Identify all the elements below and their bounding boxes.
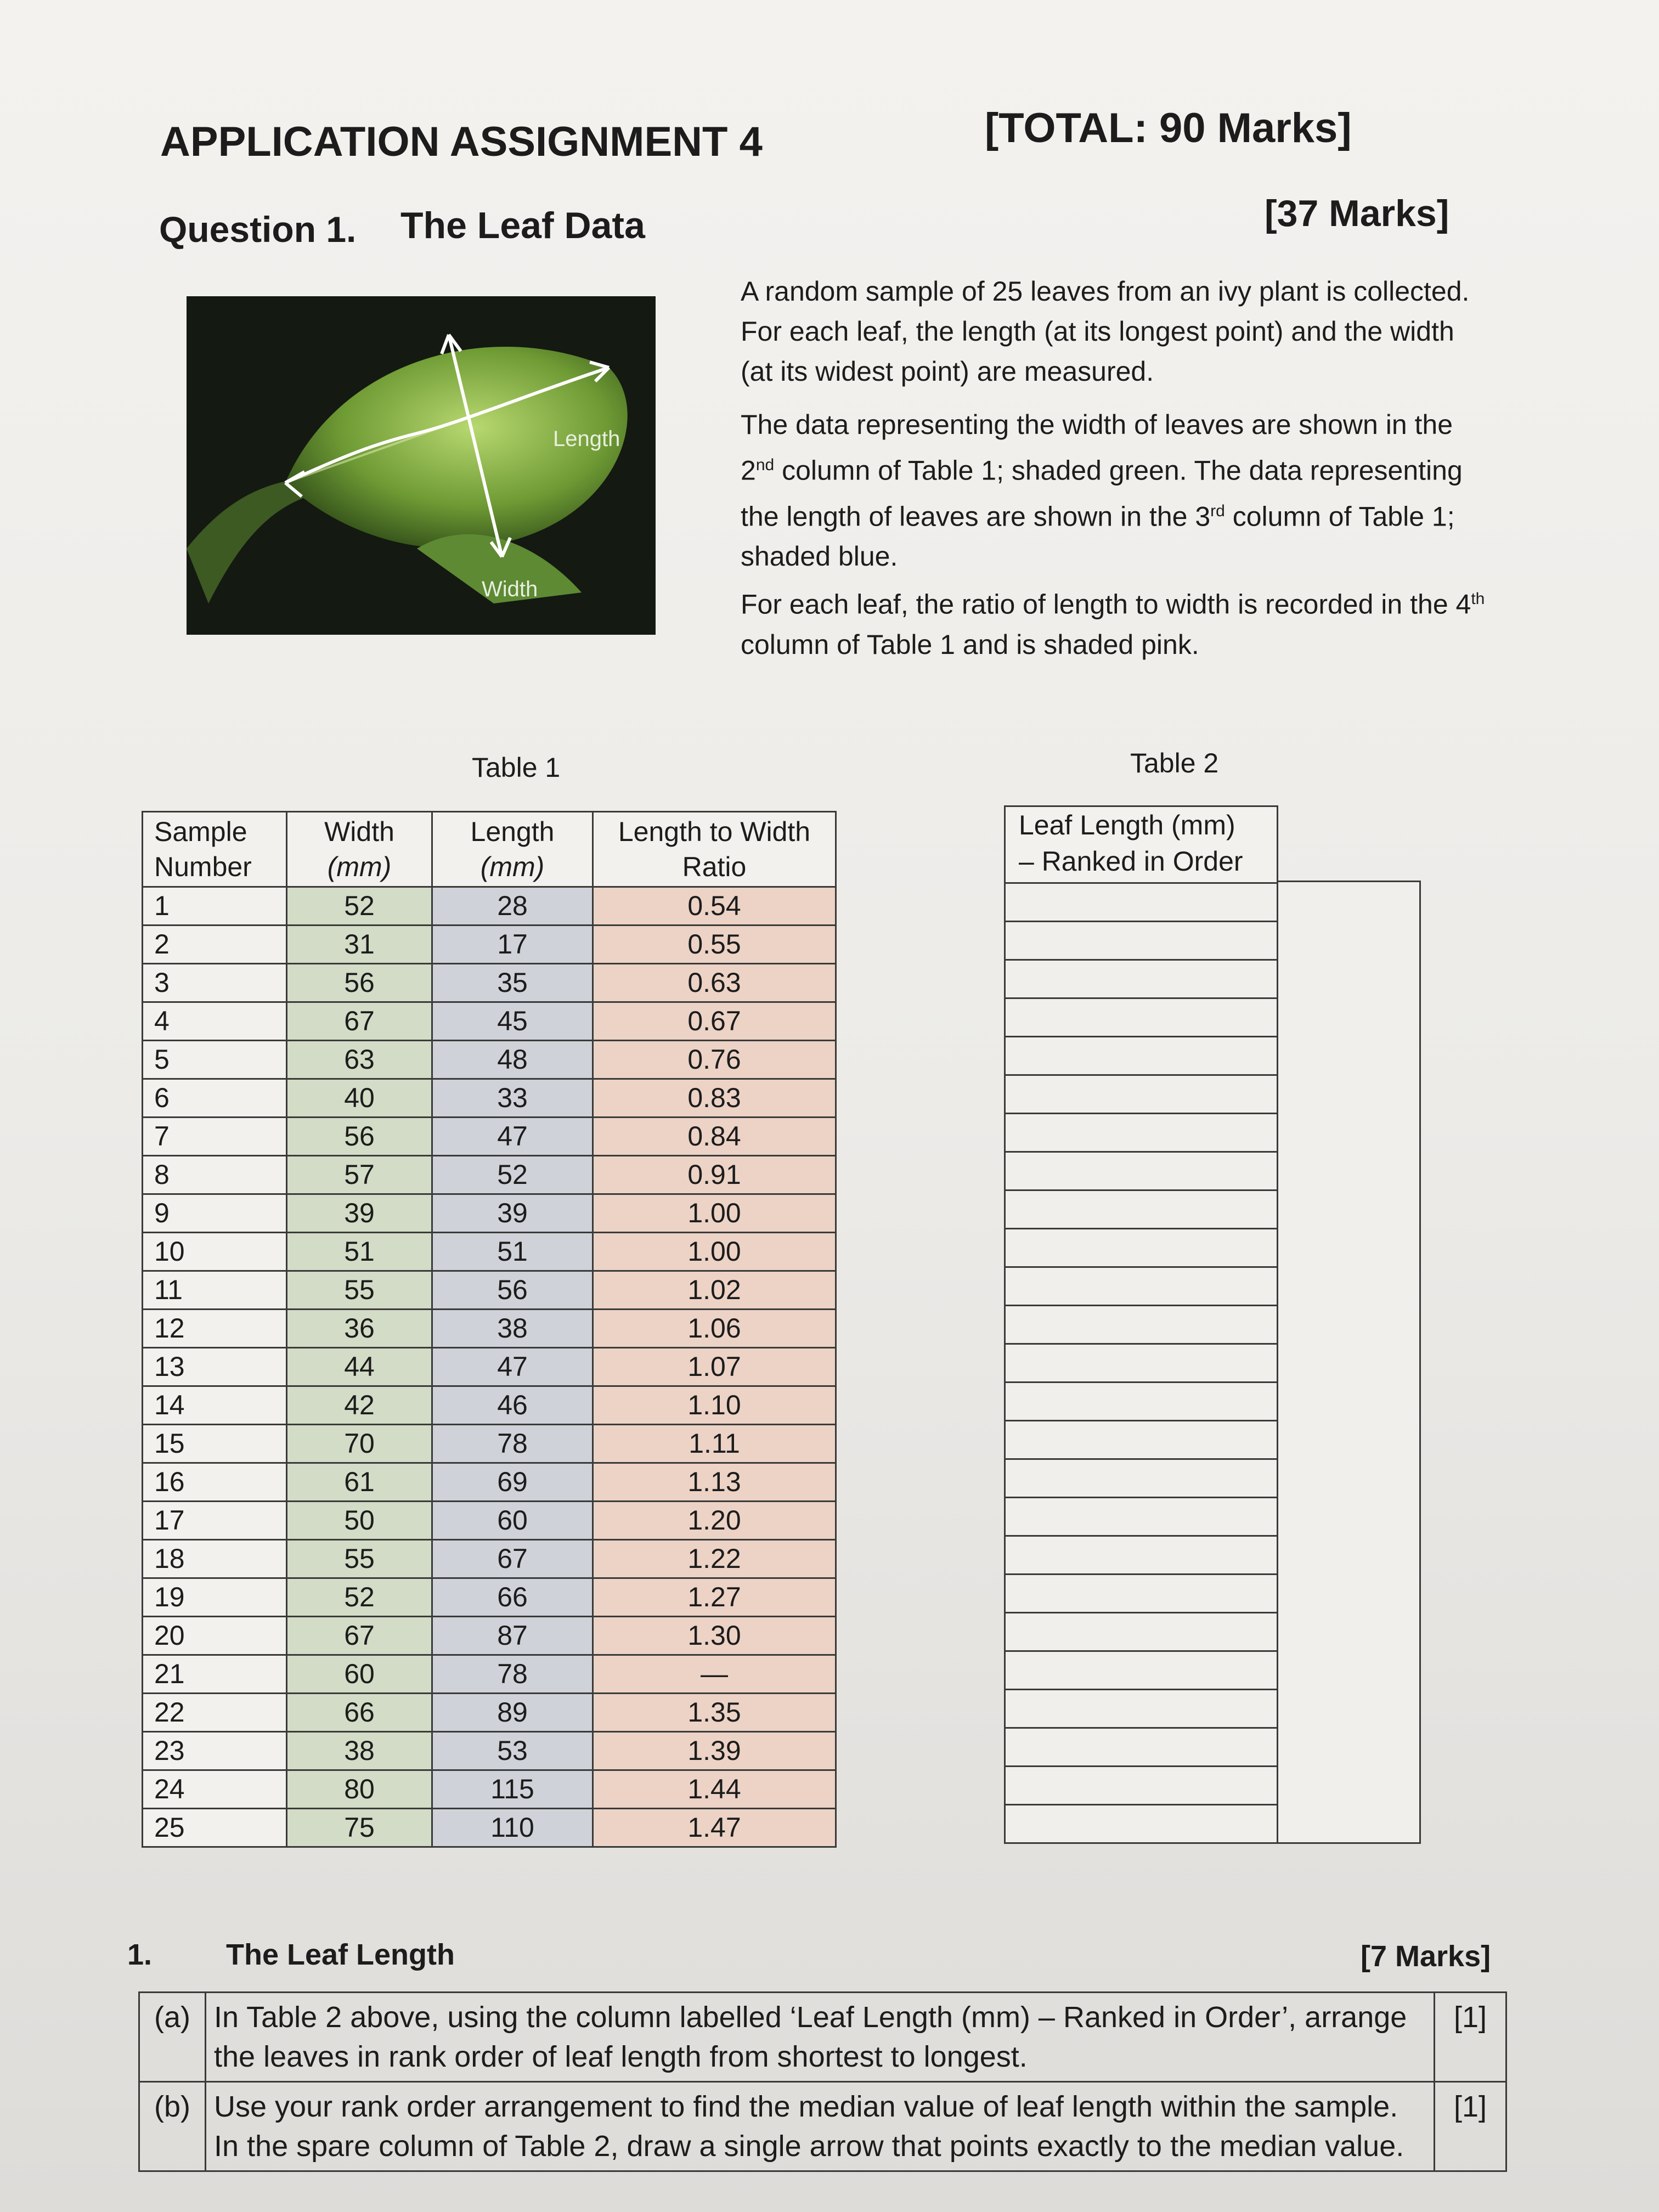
table-row (1005, 1114, 1278, 1152)
ranked-length-cell[interactable] (1005, 883, 1278, 922)
ratio-cell: 0.63 (593, 964, 836, 1002)
width-cell: 75 (287, 1809, 432, 1847)
ranked-length-cell[interactable] (1005, 1037, 1278, 1075)
width-cell: 55 (287, 1271, 432, 1310)
ranked-length-cell[interactable] (1005, 1690, 1278, 1728)
table-row (1005, 883, 1278, 922)
table-row (143, 1386, 836, 1425)
intro-paragraph-1: A random sample of 25 leaves from an ivy plant is collected. For each leaf, the length (at its longest point) and the width (at its widest point) are measured. (741, 276, 1470, 387)
table-row (143, 1809, 836, 1847)
sample-number-cell: 20 (143, 1617, 287, 1655)
table-row (1005, 1498, 1278, 1536)
table-row (1005, 1344, 1278, 1383)
width-cell: 40 (287, 1079, 432, 1118)
intro-paragraph-3: For each leaf, the ratio of length to width is recorded in the 4th column of Table 1 and is shaded pink. (741, 589, 1485, 660)
width-cell: 42 (287, 1386, 432, 1425)
table-row (143, 887, 836, 926)
length-label: Length (553, 427, 620, 451)
ratio-cell: 0.54 (593, 887, 836, 926)
question-row-b (139, 2082, 1506, 2171)
ranked-length-cell[interactable] (1005, 1651, 1278, 1690)
width-cell: 38 (287, 1732, 432, 1770)
table-row (143, 1156, 836, 1194)
ratio-cell: 1.07 (593, 1348, 836, 1386)
length-cell: 38 (432, 1310, 593, 1348)
table-row (1005, 1767, 1278, 1805)
ranked-length-cell[interactable] (1005, 1421, 1278, 1459)
table-row (143, 1617, 836, 1655)
sample-number-cell: 9 (143, 1194, 287, 1233)
ranked-length-cell[interactable] (1005, 1075, 1278, 1114)
intro-paragraph-2: The data representing the width of leaves are shown in the 2nd column of Table 1; shaded green. The data representing the length of leaves are shown in the 3rd column of Table 1; shaded blue. (741, 409, 1463, 572)
table2-header: Leaf Length (mm) – Ranked in Order (1004, 805, 1278, 882)
length-cell: 87 (432, 1617, 593, 1655)
ratio-cell: 1.00 (593, 1194, 836, 1233)
ratio-cell: 1.06 (593, 1310, 836, 1348)
width-cell: 52 (287, 1578, 432, 1617)
length-cell: 56 (432, 1271, 593, 1310)
ratio-cell: 0.67 (593, 1002, 836, 1041)
length-cell: 60 (432, 1502, 593, 1540)
width-cell: 57 (287, 1156, 432, 1194)
sample-number-cell: 15 (143, 1425, 287, 1463)
table-row (143, 1233, 836, 1271)
table2-spare-column[interactable] (1278, 881, 1421, 1844)
width-cell: 60 (287, 1655, 432, 1694)
sample-number-cell: 2 (143, 926, 287, 964)
ranked-length-cell[interactable] (1005, 1613, 1278, 1651)
table-row (1005, 1728, 1278, 1767)
length-cell: 52 (432, 1156, 593, 1194)
width-cell: 80 (287, 1770, 432, 1809)
table-row (143, 1348, 836, 1386)
question-b-text: Use your rank order arrangement to find the median value of leaf length within the sample. In the spare column of Table 2, draw a single arrow that points exactly to the median value. (206, 2082, 1435, 2171)
ratio-cell: 0.83 (593, 1079, 836, 1118)
ranked-length-cell[interactable] (1005, 1805, 1278, 1843)
table-row (1005, 1383, 1278, 1421)
ratio-cell: 1.11 (593, 1425, 836, 1463)
ranked-length-cell[interactable] (1005, 1190, 1278, 1229)
length-cell: 67 (432, 1540, 593, 1578)
length-cell: 45 (432, 1002, 593, 1041)
length-cell: 110 (432, 1809, 593, 1847)
header-sample: Sample Number (143, 812, 287, 887)
ranked-length-cell[interactable] (1005, 1536, 1278, 1575)
ranked-length-cell[interactable] (1005, 1152, 1278, 1190)
table-row (143, 1041, 836, 1079)
sample-number-cell: 23 (143, 1732, 287, 1770)
length-cell: 17 (432, 926, 593, 964)
sample-number-cell: 11 (143, 1271, 287, 1310)
sample-number-cell: 22 (143, 1694, 287, 1732)
ranked-length-cell[interactable] (1005, 1344, 1278, 1383)
sample-number-cell: 7 (143, 1118, 287, 1156)
question-a-text: In Table 2 above, using the column labelled ‘Leaf Length (mm) – Ranked in Order’, arrange the leaves in rank order of leaf length from shortest to longest. (206, 1993, 1435, 2082)
sample-number-cell: 5 (143, 1041, 287, 1079)
table-row (143, 1540, 836, 1578)
width-label: Width (482, 577, 538, 601)
table-row (143, 1310, 836, 1348)
question-b-marks: [1] (1435, 2082, 1506, 2171)
question-b-label: (b) (139, 2082, 206, 2171)
sample-number-cell: 3 (143, 964, 287, 1002)
ranked-length-cell[interactable] (1005, 1383, 1278, 1421)
ranked-length-cell[interactable] (1005, 1767, 1278, 1805)
ratio-cell: 1.35 (593, 1694, 836, 1732)
width-cell: 56 (287, 964, 432, 1002)
ratio-cell: 0.91 (593, 1156, 836, 1194)
table-row (143, 1770, 836, 1809)
sample-number-cell: 10 (143, 1233, 287, 1271)
sample-number-cell: 4 (143, 1002, 287, 1041)
header-width: Width (mm) (287, 812, 432, 887)
table2-caption: Table 2 (1130, 748, 1219, 778)
ranked-length-cell[interactable] (1005, 1229, 1278, 1267)
table-row (1005, 1536, 1278, 1575)
length-cell: 47 (432, 1118, 593, 1156)
width-cell: 55 (287, 1540, 432, 1578)
width-cell: 51 (287, 1233, 432, 1271)
ratio-cell: 1.02 (593, 1271, 836, 1310)
ratio-cell: — (593, 1655, 836, 1694)
length-cell: 78 (432, 1655, 593, 1694)
total-marks: [TOTAL: 90 Marks] (985, 105, 1352, 151)
sample-number-cell: 8 (143, 1156, 287, 1194)
sample-number-cell: 14 (143, 1386, 287, 1425)
ratio-cell: 1.47 (593, 1809, 836, 1847)
table-row (1005, 1613, 1278, 1651)
table-row (1005, 1651, 1278, 1690)
table-row (1005, 1229, 1278, 1267)
table-row (143, 1425, 836, 1463)
sample-number-cell: 19 (143, 1578, 287, 1617)
table-row (143, 1118, 836, 1156)
table-row (143, 926, 836, 964)
section-number: 1. (127, 1938, 153, 1971)
question-title: The Leaf Data (400, 205, 645, 246)
ranked-length-cell[interactable] (1005, 1114, 1278, 1152)
length-cell: 48 (432, 1041, 593, 1079)
question-table (138, 1991, 1507, 2172)
table-row (1005, 922, 1278, 960)
table-row (1005, 1190, 1278, 1229)
table-row (1005, 1037, 1278, 1075)
ratio-cell: 0.76 (593, 1041, 836, 1079)
table-row (143, 1655, 836, 1694)
length-cell: 33 (432, 1079, 593, 1118)
length-cell: 53 (432, 1732, 593, 1770)
ranked-length-cell[interactable] (1005, 960, 1278, 998)
ratio-cell: 1.13 (593, 1463, 836, 1502)
sample-number-cell: 12 (143, 1310, 287, 1348)
sample-number-cell: 6 (143, 1079, 287, 1118)
ranked-length-cell[interactable] (1005, 998, 1278, 1037)
width-cell: 67 (287, 1002, 432, 1041)
header-ratio: Length to Width Ratio (593, 812, 836, 887)
width-cell: 70 (287, 1425, 432, 1463)
question-a-label: (a) (139, 1993, 206, 2082)
question-a-marks: [1] (1435, 1993, 1506, 2082)
sample-number-cell: 13 (143, 1348, 287, 1386)
ratio-cell: 1.20 (593, 1502, 836, 1540)
length-cell: 89 (432, 1694, 593, 1732)
question-marks: [37 Marks] (1265, 193, 1449, 234)
ranked-length-cell[interactable] (1005, 1306, 1278, 1344)
table-row (143, 1502, 836, 1540)
table1-header-row (143, 812, 836, 887)
table-row (143, 1578, 836, 1617)
section-title: The Leaf Length (226, 1938, 455, 1971)
header-length: Length (mm) (432, 812, 593, 887)
table-row (143, 1463, 836, 1502)
table2 (1004, 805, 1421, 1844)
width-cell: 67 (287, 1617, 432, 1655)
ratio-cell: 1.39 (593, 1732, 836, 1770)
ratio-cell: 1.00 (593, 1233, 836, 1271)
table-row (1005, 1805, 1278, 1843)
ranked-length-cell[interactable] (1005, 922, 1278, 960)
table-row (1005, 1690, 1278, 1728)
table-row (1005, 1459, 1278, 1498)
length-cell: 69 (432, 1463, 593, 1502)
sample-number-cell: 24 (143, 1770, 287, 1809)
table-row (143, 1079, 836, 1118)
width-cell: 56 (287, 1118, 432, 1156)
ratio-cell: 1.44 (593, 1770, 836, 1809)
width-cell: 63 (287, 1041, 432, 1079)
length-cell: 35 (432, 964, 593, 1002)
table-row (1005, 960, 1278, 998)
ranked-length-cell[interactable] (1005, 1267, 1278, 1306)
assignment-title: APPLICATION ASSIGNMENT 4 (160, 119, 763, 165)
width-cell: 61 (287, 1463, 432, 1502)
sample-number-cell: 1 (143, 887, 287, 926)
ranked-length-cell[interactable] (1005, 1728, 1278, 1767)
length-cell: 115 (432, 1770, 593, 1809)
question-number: Question 1. (159, 209, 357, 250)
table1 (142, 811, 837, 1848)
sample-number-cell: 16 (143, 1463, 287, 1502)
sample-number-cell: 17 (143, 1502, 287, 1540)
table-row (143, 964, 836, 1002)
table-row (143, 1271, 836, 1310)
length-cell: 39 (432, 1194, 593, 1233)
table-row (143, 1194, 836, 1233)
table-row (1005, 1267, 1278, 1306)
length-cell: 51 (432, 1233, 593, 1271)
table1-caption: Table 1 (472, 752, 561, 783)
ratio-cell: 1.22 (593, 1540, 836, 1578)
width-cell: 39 (287, 1194, 432, 1233)
table-row (143, 1002, 836, 1041)
question-row-a (139, 1993, 1506, 2082)
width-cell: 66 (287, 1694, 432, 1732)
table-row (143, 1732, 836, 1770)
leaf-photo (187, 296, 656, 635)
sample-number-cell: 25 (143, 1809, 287, 1847)
ratio-cell: 0.55 (593, 926, 836, 964)
table-row (143, 1694, 836, 1732)
width-cell: 44 (287, 1348, 432, 1386)
ratio-cell: 0.84 (593, 1118, 836, 1156)
length-cell: 47 (432, 1348, 593, 1386)
section-marks: [7 Marks] (1361, 1940, 1491, 1973)
width-cell: 31 (287, 926, 432, 964)
table-row (1005, 998, 1278, 1037)
ranked-length-cell[interactable] (1005, 1459, 1278, 1498)
sample-number-cell: 18 (143, 1540, 287, 1578)
width-cell: 36 (287, 1310, 432, 1348)
ranked-length-cell[interactable] (1005, 1498, 1278, 1536)
length-cell: 46 (432, 1386, 593, 1425)
ranked-length-cell[interactable] (1005, 1575, 1278, 1613)
width-cell: 52 (287, 887, 432, 926)
table-row (1005, 1575, 1278, 1613)
sample-number-cell: 21 (143, 1655, 287, 1694)
length-cell: 28 (432, 887, 593, 926)
ratio-cell: 1.10 (593, 1386, 836, 1425)
length-cell: 78 (432, 1425, 593, 1463)
width-cell: 50 (287, 1502, 432, 1540)
table-row (1005, 1421, 1278, 1459)
length-cell: 66 (432, 1578, 593, 1617)
table-row (1005, 1306, 1278, 1344)
table-row (1005, 1075, 1278, 1114)
ratio-cell: 1.27 (593, 1578, 836, 1617)
ratio-cell: 1.30 (593, 1617, 836, 1655)
table-row (1005, 1152, 1278, 1190)
